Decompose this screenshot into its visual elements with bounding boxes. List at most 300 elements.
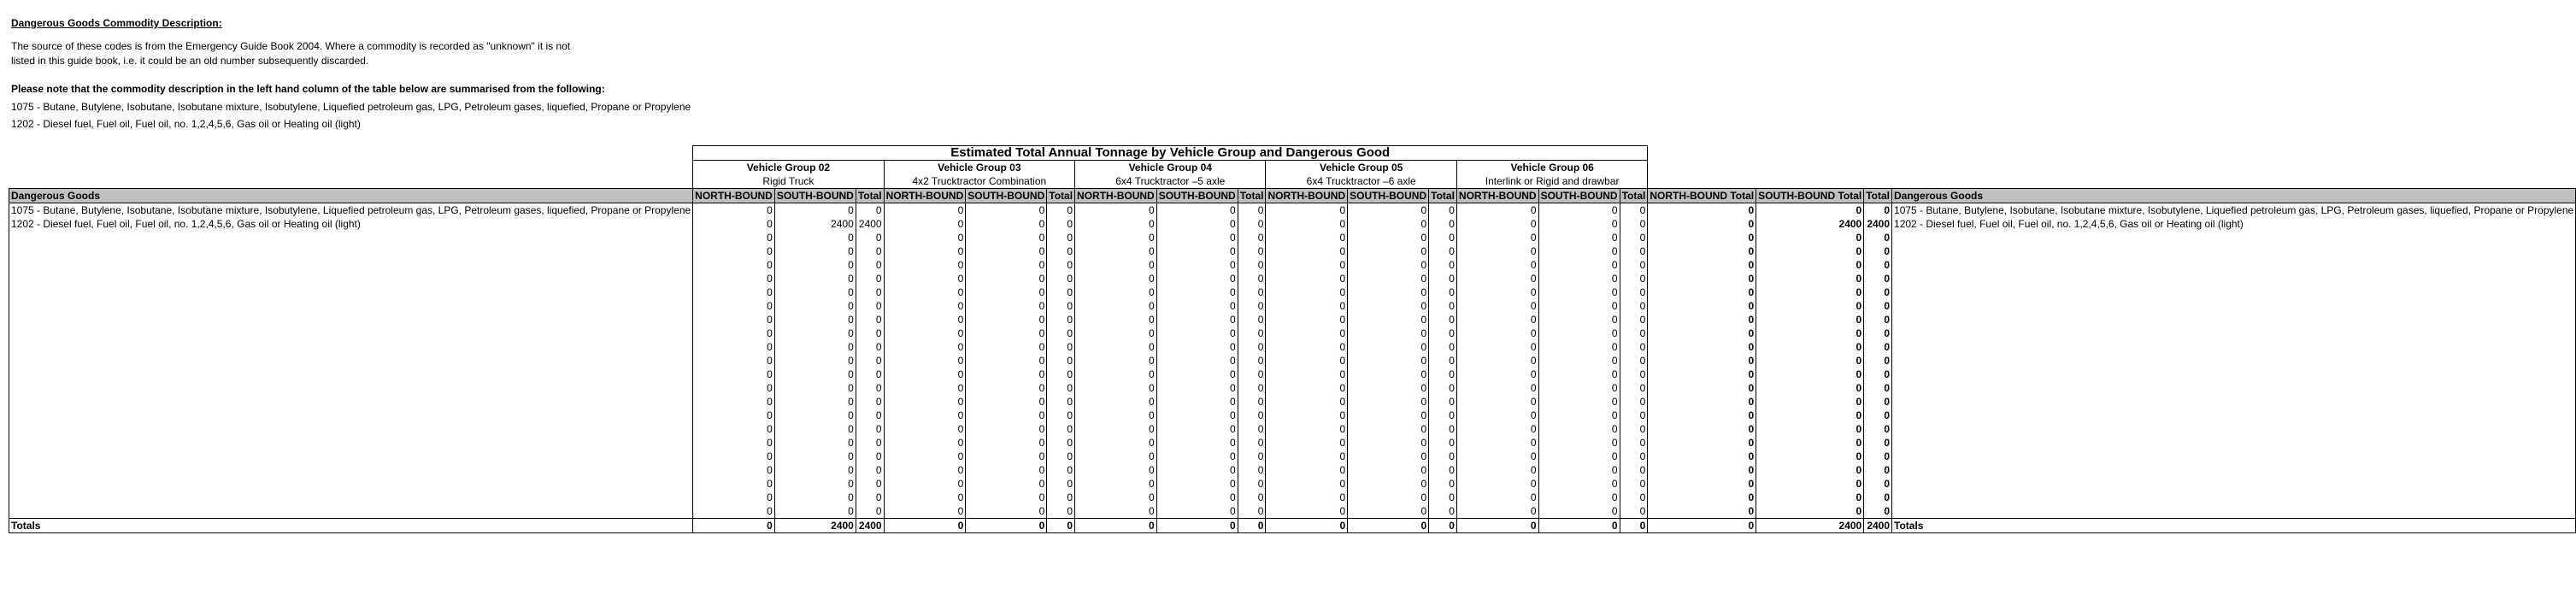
tonnage-cell: 0 [693,231,775,244]
tonnage-cell: 0 [1538,313,1620,326]
tonnage-cell: 0 [1238,244,1266,258]
vehicle-type-06: Interlink or Rigid and drawbar [1456,174,1647,189]
col-header-northbound: NORTH-BOUND [884,189,966,203]
tonnage-cell: 0 [1348,436,1429,450]
tonnage-cell: 0 [1047,299,1075,313]
tonnage-cell: 0 [1238,340,1266,354]
tonnage-cell: 0 [1156,244,1238,258]
tonnage-cell: 0 [1348,217,1429,231]
tonnage-cell: 0 [1429,299,1457,313]
totals-northbound-cell: 0 [1648,519,1756,533]
dangerous-goods-label-right [1892,326,2576,340]
tonnage-cell: 0 [1456,285,1538,299]
tonnage-cell: 0 [1429,422,1457,436]
tonnage-cell: 0 [774,422,856,436]
table-row [9,436,2576,450]
dangerous-goods-label [9,504,693,519]
dangerous-goods-label-right [1892,491,2576,504]
tonnage-cell: 0 [1538,450,1620,463]
tonnage-cell: 0 [884,258,966,272]
tonnage-cell: 0 [1429,326,1457,340]
tonnage-cell: 0 [884,395,966,409]
vehicle-group-05: Vehicle Group 05 [1266,161,1456,175]
tonnage-cell: 0 [1047,340,1075,354]
dangerous-goods-label [9,231,693,244]
grand-total-cell: 0 [1864,463,1892,477]
totals-grand-cell: 2400 [1864,519,1892,533]
tonnage-cell: 0 [1348,463,1429,477]
tonnage-cell: 0 [1348,395,1429,409]
tonnage-cell: 0 [1429,217,1457,231]
tonnage-cell: 0 [693,436,775,450]
southbound-total-cell: 2400 [1756,217,1864,231]
dangerous-goods-label [9,436,693,450]
code-1202-description: 1202 - Diesel fuel, Fuel oil, Fuel oil, no. 1,2,4,5,6, Gas oil or Heating oil (light) [11,118,361,130]
dangerous-goods-label [9,354,693,368]
grand-total-cell: 0 [1864,450,1892,463]
tonnage-cell: 0 [1156,504,1238,519]
tonnage-cell: 0 [884,491,966,504]
tonnage-cell: 0 [1266,395,1348,409]
tonnage-cell: 0 [1538,285,1620,299]
totals-cell: 2400 [774,519,856,533]
tonnage-cell: 0 [966,422,1047,436]
tonnage-cell: 0 [1238,217,1266,231]
northbound-total-cell: 0 [1648,258,1756,272]
northbound-total-cell: 0 [1648,504,1756,519]
tonnage-cell: 0 [1456,422,1538,436]
tonnage-cell: 0 [856,203,884,218]
northbound-total-cell: 0 [1648,326,1756,340]
grand-total-cell: 0 [1864,285,1892,299]
tonnage-cell: 0 [1266,354,1348,368]
tonnage-cell: 0 [1075,504,1157,519]
tonnage-cell: 0 [1620,395,1648,409]
col-header-southbound: SOUTH-BOUND [1348,189,1429,203]
tonnage-cell: 0 [966,409,1047,422]
tonnage-cell: 0 [966,504,1047,519]
tonnage-cell: 0 [1456,368,1538,381]
tonnage-cell: 0 [1620,285,1648,299]
table-row [9,313,2576,326]
tonnage-cell: 0 [1456,299,1538,313]
tonnage-cell: 0 [1156,326,1238,340]
dangerous-goods-label [9,313,693,326]
tonnage-cell: 0 [693,217,775,231]
table-row [9,285,2576,299]
tonnage-cell: 0 [693,381,775,395]
table-row [9,340,2576,354]
tonnage-cell: 0 [884,381,966,395]
tonnage-cell: 0 [1075,491,1157,504]
col-header-northbound: NORTH-BOUND [1456,189,1538,203]
northbound-total-cell: 0 [1648,340,1756,354]
tonnage-cell: 0 [966,436,1047,450]
tonnage-cell: 0 [693,285,775,299]
dangerous-goods-label-right [1892,477,2576,491]
dangerous-goods-label [9,395,693,409]
table-row [9,395,2576,409]
tonnage-cell: 0 [1429,381,1457,395]
tonnage-cell: 0 [1348,477,1429,491]
tonnage-cell: 0 [1538,203,1620,218]
tonnage-cell: 0 [856,340,884,354]
code-1075-description: 1075 - Butane, Butylene, Isobutane, Isobutane mixture, Isobutylene, Liquefied petroleum gas, LPG, Petroleum gases, liquefied, Propane or Propylene [11,101,691,113]
southbound-total-cell: 0 [1756,326,1864,340]
tonnage-cell: 0 [1238,381,1266,395]
tonnage-cell: 0 [1266,409,1348,422]
northbound-total-cell: 0 [1648,368,1756,381]
tonnage-cell: 0 [1047,285,1075,299]
tonnage-cell: 0 [1429,436,1457,450]
northbound-total-cell: 0 [1648,285,1756,299]
tonnage-cell: 0 [774,436,856,450]
dangerous-goods-label-right [1892,354,2576,368]
tonnage-cell: 0 [966,231,1047,244]
dangerous-goods-label-right [1892,285,2576,299]
totals-cell: 0 [1075,519,1157,533]
northbound-total-cell: 0 [1648,463,1756,477]
tonnage-cell: 0 [1075,436,1157,450]
tonnage-cell: 0 [1456,491,1538,504]
totals-cell: 0 [1348,519,1429,533]
totals-cell: 2400 [856,519,884,533]
tonnage-cell: 0 [1075,285,1157,299]
southbound-total-cell: 0 [1756,477,1864,491]
northbound-total-cell: 0 [1648,354,1756,368]
tonnage-cell: 0 [1538,463,1620,477]
tonnage-cell: 0 [966,381,1047,395]
northbound-total-cell: 0 [1648,244,1756,258]
tonnage-cell: 0 [774,409,856,422]
dangerous-goods-label [9,258,693,272]
tonnage-cell: 0 [856,491,884,504]
tonnage-cell: 0 [856,285,884,299]
tonnage-cell: 0 [1429,504,1457,519]
tonnage-cell: 0 [774,463,856,477]
northbound-total-cell: 0 [1648,272,1756,285]
tonnage-cell: 0 [1238,450,1266,463]
dangerous-goods-label-right [1892,231,2576,244]
tonnage-cell: 0 [1238,368,1266,381]
tonnage-cell: 0 [1266,381,1348,395]
tonnage-cell: 0 [1266,504,1348,519]
grand-total-cell: 0 [1864,504,1892,519]
tonnage-cell: 0 [693,326,775,340]
tonnage-cell: 0 [774,203,856,218]
southbound-total-cell: 0 [1756,299,1864,313]
tonnage-cell: 0 [884,313,966,326]
tonnage-cell: 0 [1266,422,1348,436]
table-row [9,477,2576,491]
dangerous-goods-label-right [1892,340,2576,354]
tonnage-cell: 0 [1238,299,1266,313]
tonnage-cell: 0 [693,313,775,326]
tonnage-cell: 0 [1266,217,1348,231]
dangerous-goods-label [9,422,693,436]
tonnage-cell: 0 [856,381,884,395]
tonnage-cell: 0 [1538,340,1620,354]
northbound-total-cell: 0 [1648,313,1756,326]
tonnage-cell: 0 [1075,477,1157,491]
tonnage-cell: 0 [1620,299,1648,313]
tonnage-cell: 0 [884,436,966,450]
totals-cell: 0 [966,519,1047,533]
tonnage-cell: 0 [1429,258,1457,272]
grand-total-cell: 0 [1864,436,1892,450]
tonnage-cell: 0 [1429,231,1457,244]
dangerous-goods-label [9,477,693,491]
tonnage-cell: 0 [884,285,966,299]
tonnage-cell: 0 [1538,477,1620,491]
southbound-total-cell: 0 [1756,381,1864,395]
table-row [9,450,2576,463]
col-header-southbound: SOUTH-BOUND [1538,189,1620,203]
tonnage-cell: 0 [1620,450,1648,463]
northbound-total-cell: 0 [1648,231,1756,244]
totals-label-right: Totals [1892,519,2576,533]
tonnage-cell: 0 [1456,436,1538,450]
grand-total-cell: 0 [1864,203,1892,218]
tonnage-cell: 0 [1620,422,1648,436]
tonnage-cell: 0 [693,409,775,422]
tonnage-cell: 0 [1075,368,1157,381]
tonnage-cell: 0 [966,491,1047,504]
tonnage-cell: 0 [1075,299,1157,313]
tonnage-cell: 0 [1538,244,1620,258]
tonnage-cell: 0 [1047,395,1075,409]
tonnage-cell: 0 [856,395,884,409]
tonnage-cell: 0 [966,285,1047,299]
tonnage-cell: 0 [1620,217,1648,231]
col-header-total: Total [856,189,884,203]
tonnage-cell: 0 [966,272,1047,285]
tonnage-cell: 0 [1156,299,1238,313]
tonnage-cell: 0 [856,504,884,519]
tonnage-cell: 0 [1348,285,1429,299]
tonnage-cell: 0 [884,354,966,368]
table-title: Estimated Total Annual Tonnage by Vehicle Group and Dangerous Good [693,146,1648,161]
tonnage-cell: 0 [1047,368,1075,381]
tonnage-cell: 0 [1075,450,1157,463]
tonnage-cell: 0 [774,354,856,368]
tonnage-cell: 0 [1266,450,1348,463]
col-header-dangerous-goods: Dangerous Goods [9,189,693,203]
tonnage-cell: 0 [1620,244,1648,258]
tonnage-cell: 0 [693,203,775,218]
tonnage-cell: 0 [1047,272,1075,285]
tonnage-cell: 0 [884,326,966,340]
tonnage-cell: 0 [1538,354,1620,368]
vehicle-group-06: Vehicle Group 06 [1456,161,1647,175]
southbound-total-cell: 0 [1756,340,1864,354]
col-header-northbound-total: NORTH-BOUND Total [1648,189,1756,203]
southbound-total-cell: 0 [1756,203,1864,218]
tonnage-cell: 0 [1620,463,1648,477]
southbound-total-cell: 0 [1756,409,1864,422]
table-row [9,504,2576,519]
grand-total-cell: 0 [1864,422,1892,436]
tonnage-cell: 0 [1620,272,1648,285]
southbound-total-cell: 0 [1756,491,1864,504]
tonnage-cell: 0 [1538,258,1620,272]
tonnage-cell: 0 [1266,463,1348,477]
tonnage-cell: 0 [1456,258,1538,272]
dangerous-goods-label-right: 1075 - Butane, Butylene, Isobutane, Isobutane mixture, Isobutylene, Liquefied petroleum gas, LPG, Petroleum gases, liquefied, Propane or Propylene [1892,203,2576,218]
tonnage-cell: 0 [1620,381,1648,395]
tonnage-cell: 0 [1238,313,1266,326]
northbound-total-cell: 0 [1648,477,1756,491]
dangerous-goods-label [9,244,693,258]
tonnage-cell: 0 [693,340,775,354]
tonnage-cell: 0 [1620,409,1648,422]
grand-total-cell: 0 [1864,395,1892,409]
tonnage-cell: 0 [693,463,775,477]
tonnage-cell: 0 [1456,244,1538,258]
tonnage-cell: 0 [1266,477,1348,491]
tonnage-cell: 0 [1538,491,1620,504]
totals-cell: 0 [1429,519,1457,533]
tonnage-cell: 0 [1456,272,1538,285]
tonnage-cell: 0 [1047,381,1075,395]
tonnage-cell: 0 [693,258,775,272]
dangerous-goods-label [9,285,693,299]
tonnage-cell: 0 [1238,422,1266,436]
table-row [9,299,2576,313]
tonnage-cell: 0 [1620,491,1648,504]
col-header-southbound: SOUTH-BOUND [774,189,856,203]
tonnage-cell: 0 [1266,258,1348,272]
tonnage-cell: 0 [1266,285,1348,299]
tonnage-cell: 0 [774,395,856,409]
northbound-total-cell: 0 [1648,299,1756,313]
tonnage-cell: 0 [1348,313,1429,326]
tonnage-cell: 0 [1238,354,1266,368]
table-title-row [9,146,2576,161]
tonnage-cell: 0 [856,422,884,436]
tonnage-cell: 0 [1156,409,1238,422]
tonnage-cell: 0 [1047,354,1075,368]
tonnage-cell: 0 [1238,463,1266,477]
northbound-total-cell: 0 [1648,422,1756,436]
tonnage-cell: 0 [693,368,775,381]
tonnage-cell: 0 [1156,381,1238,395]
tonnage-cell: 0 [1456,381,1538,395]
tonnage-cell: 0 [966,217,1047,231]
tonnage-cell: 0 [1348,258,1429,272]
tonnage-cell: 0 [1238,436,1266,450]
tonnage-cell: 0 [856,368,884,381]
northbound-total-cell: 0 [1648,491,1756,504]
tonnage-cell: 0 [1266,231,1348,244]
southbound-total-cell: 0 [1756,354,1864,368]
vehicle-type-02: Rigid Truck [693,174,884,189]
tonnage-cell: 0 [1620,340,1648,354]
tonnage-cell: 0 [774,272,856,285]
tonnage-cell: 0 [774,285,856,299]
tonnage-cell: 0 [1456,395,1538,409]
tonnage-cell: 0 [1456,504,1538,519]
tonnage-cell: 0 [1429,313,1457,326]
tonnage-cell: 0 [884,231,966,244]
dangerous-goods-label [9,326,693,340]
tonnage-cell: 0 [856,436,884,450]
tonnage-cell: 0 [1538,409,1620,422]
tonnage-cell: 0 [1429,409,1457,422]
tonnage-cell: 0 [1266,272,1348,285]
tonnage-cell: 0 [1156,258,1238,272]
tonnage-cell: 0 [966,313,1047,326]
tonnage-cell: 0 [1047,436,1075,450]
table-row [9,354,2576,368]
table-row [9,463,2576,477]
northbound-total-cell: 0 [1648,409,1756,422]
tonnage-cell: 0 [774,244,856,258]
vehicle-type-03: 4x2 Trucktractor Combination [884,174,1074,189]
tonnage-cell: 0 [856,299,884,313]
tonnage-cell: 0 [1429,395,1457,409]
tonnage-cell: 0 [1156,463,1238,477]
dangerous-goods-label-right [1892,299,2576,313]
col-header-total: Total [1620,189,1648,203]
tonnage-cell: 0 [1620,368,1648,381]
dangerous-goods-label-right [1892,395,2576,409]
grand-total-cell: 0 [1864,477,1892,491]
tonnage-cell: 0 [1538,395,1620,409]
tonnage-cell: 0 [884,203,966,218]
tonnage-cell: 0 [966,450,1047,463]
tonnage-cell: 0 [1238,231,1266,244]
tonnage-cell: 0 [1456,231,1538,244]
tonnage-cell: 0 [1156,422,1238,436]
southbound-total-cell: 0 [1756,258,1864,272]
tonnage-cell: 0 [1456,450,1538,463]
tonnage-cell: 0 [1538,381,1620,395]
tonnage-cell: 0 [774,340,856,354]
dangerous-goods-label-right [1892,450,2576,463]
tonnage-cell: 0 [966,340,1047,354]
tonnage-cell: 0 [1429,491,1457,504]
tonnage-cell: 0 [1348,299,1429,313]
tonnage-cell: 0 [1156,354,1238,368]
table-row [9,422,2576,436]
table-row [9,203,2576,218]
source-text-line-2: listed in this guide book, i.e. it could be an old number subsequently discarded. [11,55,369,67]
tonnage-cell: 0 [1075,340,1157,354]
tonnage-cell: 0 [884,450,966,463]
tonnage-cell: 0 [1156,217,1238,231]
dangerous-goods-label-right [1892,381,2576,395]
tonnage-cell: 0 [966,477,1047,491]
tonnage-cell: 0 [1348,326,1429,340]
col-header-southbound-total: SOUTH-BOUND Total [1756,189,1864,203]
table-row [9,258,2576,272]
table-row [9,409,2576,422]
totals-cell: 0 [1456,519,1538,533]
tonnage-cell: 0 [1538,299,1620,313]
tonnage-cell: 0 [1538,272,1620,285]
tonnage-cell: 0 [1075,203,1157,218]
tonnage-table [9,145,2576,533]
vehicle-group-row [9,161,2576,175]
tonnage-cell: 0 [1456,326,1538,340]
tonnage-cell: 0 [1238,272,1266,285]
northbound-total-cell: 0 [1648,436,1756,450]
tonnage-cell: 0 [856,313,884,326]
grand-total-cell: 0 [1864,272,1892,285]
tonnage-cell: 0 [1156,450,1238,463]
tonnage-cell: 0 [1538,231,1620,244]
